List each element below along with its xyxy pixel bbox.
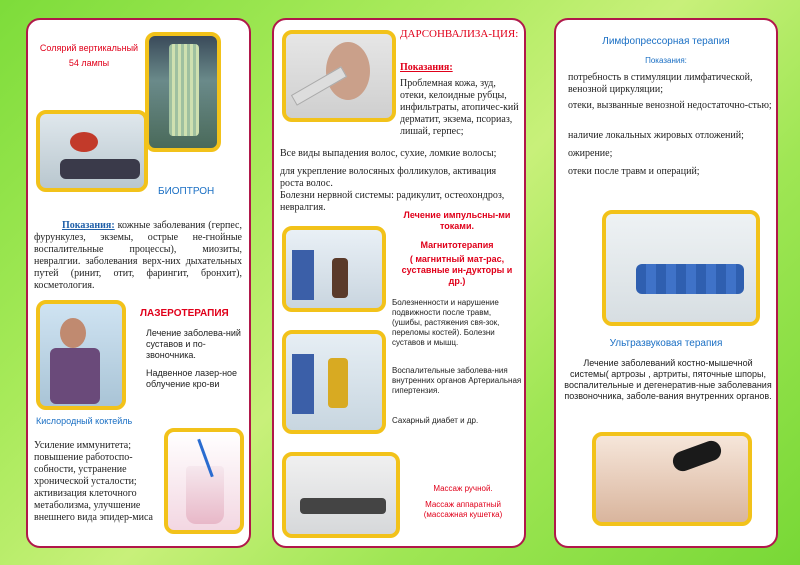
- darsonval-indications-label: Показания:: [400, 62, 453, 73]
- oxygen-text: Усиление иммунитета; повышение работоспо-собности, устранение хронической усталости; активизация клеточного метаболизма, улучшение внешнего вида эпидер-миса: [34, 440, 153, 523]
- laser-title: ЛАЗЕРОТЕРАПИЯ: [140, 308, 229, 319]
- darsonval-text-1: Проблемная кожа, зуд, отеки, келоидные рубцы, инфильтраты, атопичес-кий дерматит, экзема, псориаз, лишай, герпес;: [400, 78, 519, 137]
- laser-photo: [36, 300, 126, 410]
- magnet-subtitle: ( магнитный мат-рас, суставные ин-дукторы и др.): [401, 254, 513, 286]
- lympho-indications-label: Показания:: [645, 56, 687, 65]
- bioptron-photo: [36, 110, 148, 192]
- right-panel: [554, 18, 778, 548]
- ultra-photo: [592, 432, 752, 526]
- darsonval-photo: [282, 30, 396, 122]
- massage-photo: [282, 452, 400, 538]
- darsonval-text-4: Болезни нервной системы: радикулит, остеохондроз, невралгия.: [280, 190, 505, 213]
- impulse-title: Лечение импульсны-ми токами.: [403, 210, 511, 231]
- darsonval-text-3: для укрепление волосяных фолликулов, активация роста волос.: [280, 166, 497, 189]
- solarium-lamps: 54 лампы: [68, 58, 110, 68]
- lympho-title: Лимфопрессорная терапия: [602, 36, 730, 47]
- bioptron-title: БИОПТРОН: [158, 186, 215, 197]
- massage-couch: (массажная кушетка): [423, 510, 503, 519]
- lympho-item-1: потребность в стимуляции лимфатической, венозной циркуляции;: [568, 72, 753, 95]
- lympho-item-3: наличие локальных жировых отложений;: [568, 130, 744, 141]
- bioptron-indications: [34, 220, 242, 292]
- middle-panel: [272, 18, 526, 548]
- massage-manual: Массаж ручной.: [433, 484, 493, 493]
- solarium-photo: [145, 32, 221, 152]
- laser-text-2: Надвенное лазер-ное облучение кро-ви: [146, 368, 238, 389]
- oxygen-title: Кислородный коктейль: [36, 416, 133, 426]
- indications-label: Показания:: [62, 220, 115, 231]
- impulse-photo: [282, 226, 386, 312]
- left-panel: [26, 18, 251, 548]
- massage-apparatus: Массаж аппаратный: [425, 500, 501, 509]
- magnet-title: Магнитотерапия: [420, 240, 494, 250]
- solarium-title: Солярий вертикальный: [39, 43, 139, 53]
- cocktail-photo: [164, 428, 244, 534]
- ultra-text: Лечение заболеваний костно-мышечной системы( артрозы , артриты, пяточные шпоры, воспалительные и дегенератив-ные заболевания позвоночника, заболе-вания внутренних органов.: [564, 358, 772, 401]
- lympho-item-5: отеки после травм и операций;: [568, 166, 700, 177]
- darsonval-text-2: Все виды выпадения волос, сухие, ломкие волосы;: [280, 148, 497, 159]
- darsonval-title: ДАРСОНВАЛИЗА-ЦИЯ:: [400, 28, 519, 40]
- lympho-item-2: отеки, вызванные венозной недостаточно-стью;: [568, 100, 772, 111]
- lympho-item-4: ожирение;: [568, 148, 613, 159]
- magnet-photo: [282, 330, 386, 434]
- magnet-text-2: Воспалительные заболева-ния внутренних органов Артериальная гипертензия.: [392, 366, 522, 395]
- lympho-photo: [602, 210, 760, 326]
- indications-text: кожные заболевания (герпес, фурункулез, экземы, острые не-гнойные воспалительные процессы), миозиты, невралгии. заболевания верх-них дыхательных путей (ринит, отит, фарингит, бронхит), косметология.: [34, 220, 242, 291]
- magnet-text-1: Болезненности и нарушение подвижности после травм, (ушибы, растяжения свя-зок, переломы костей). Болезни суставов и мышц.: [392, 298, 500, 347]
- magnet-text-3: Сахарный диабет и др.: [392, 416, 479, 425]
- laser-text-1: Лечение заболева-ний суставов и по-звоночника.: [146, 328, 241, 360]
- ultra-title: Ультразвуковая терапия: [609, 338, 723, 349]
